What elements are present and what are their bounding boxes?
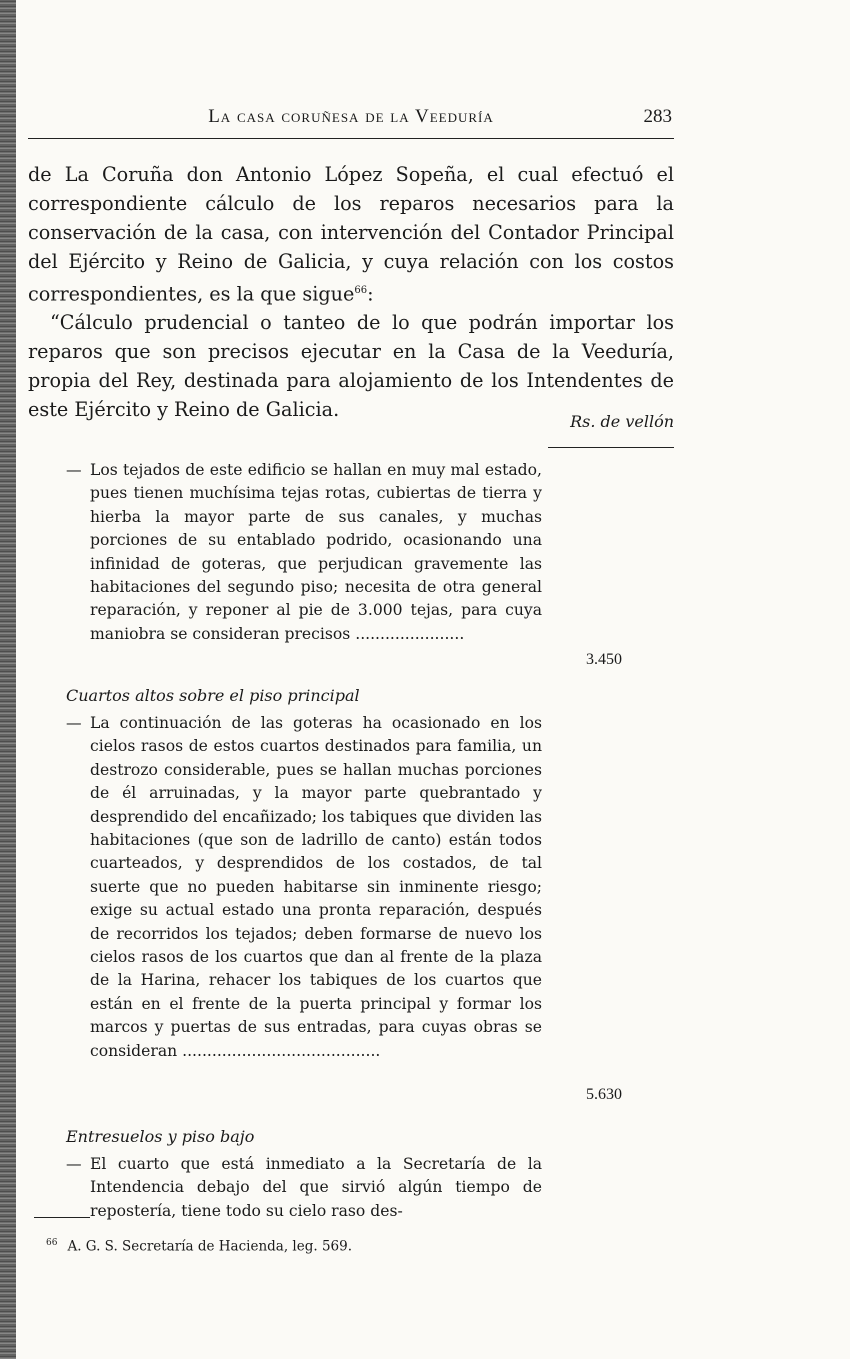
entry-roofs bbox=[66, 459, 542, 646]
running-head: La casa coruñesa de la Veeduría bbox=[208, 106, 494, 127]
entry-upper-rooms bbox=[66, 712, 542, 1063]
page-number: 283 bbox=[643, 106, 672, 127]
entry-dash: — bbox=[66, 461, 82, 479]
entry-text: Los tejados de este edificio se hallan en muy mal estado, pues tienen muchísima tejas rotas, cubiertas de tierra y hierba la mayor parte de sus canales, y muchas porciones de su entablado podrido, ocasionando una infinidad de goteras, que perjudican gravemente las habitaciones del segundo piso; necesita de otra general reparación, y reponer al pie de 3.000 tejas, para cuya maniobra se consideran precisos ...................... bbox=[90, 461, 542, 643]
paragraph-1 bbox=[28, 160, 674, 308]
footnote-rule bbox=[34, 1217, 90, 1218]
section-heading: Cuartos altos sobre el piso principal bbox=[66, 686, 360, 705]
footnote-text: A. G. S. Secretaría de Hacienda, leg. 569. bbox=[67, 1238, 353, 1255]
entry-text: El cuarto que está inmediato a la Secretaría de la Intendencia debajo del que sirvió algún tiempo de repostería, tiene todo su cielo raso des- bbox=[90, 1155, 542, 1220]
footnote bbox=[46, 1238, 352, 1255]
page-header bbox=[28, 102, 674, 139]
footnote-reference: 66 bbox=[354, 285, 368, 296]
entry-text: La continuación de las goteras ha ocasionado en los cielos rasos de estos cuartos destinados para familia, un destrozo considerable, pues se hallan muchas porciones de él arruinadas, y la mayor parte quebrantado y desprendido del encañizado; los tabiques que dividen las habitaciones (que son de ladrillo de canto) están todos cuarteados, y desprendidos de los costados, de tal suerte que no pueden habitarse sin inminente riesgo; exige su actual estado una pronta reparación, después de recorridos los tejados; deben formarse de nuevo los cielos rasos de los cuartos que dan al frente de la plaza de la Harina, rehacer los tabiques de los cuartos que están en el frente de la puerta principal y formar los marcos y puertas de sus entradas, para cuyas obras se consideran ........................................ bbox=[90, 714, 542, 1060]
entry-amount: 5.630 bbox=[586, 1086, 622, 1103]
column-rule bbox=[548, 447, 674, 448]
paragraph-2: “Cálculo prudencial o tanteo de lo que podrán importar los reparos que son precisos ejecutar en la Casa de la Veeduría, propia del Rey, destinada para alojamiento de los Intendentes de este Ejército y Reino de Galicia. bbox=[28, 311, 674, 422]
body-text bbox=[28, 160, 674, 424]
entry-dash: — bbox=[66, 714, 82, 732]
entry-dash: — bbox=[66, 1155, 82, 1173]
page-binding-edge bbox=[0, 0, 16, 1359]
column-header: Rs. de vellón bbox=[570, 412, 674, 431]
footnote-mark: 66 bbox=[46, 1238, 58, 1248]
section-heading: Entresuelos y piso bajo bbox=[66, 1127, 255, 1146]
paragraph-1-end: : bbox=[367, 282, 374, 306]
paragraph-1-text: de La Coruña don Antonio López Sopeña, el cual efectuó el correspondiente cálculo de los reparos necesarios para la conservación de la casa, con intervención del Contador Principal del Ejército y Reino de Galicia, y cuya relación con los costos correspondientes, es la que sigue bbox=[28, 163, 674, 306]
entry-amount: 3.450 bbox=[586, 651, 622, 668]
entry-mezzanine bbox=[66, 1153, 542, 1223]
